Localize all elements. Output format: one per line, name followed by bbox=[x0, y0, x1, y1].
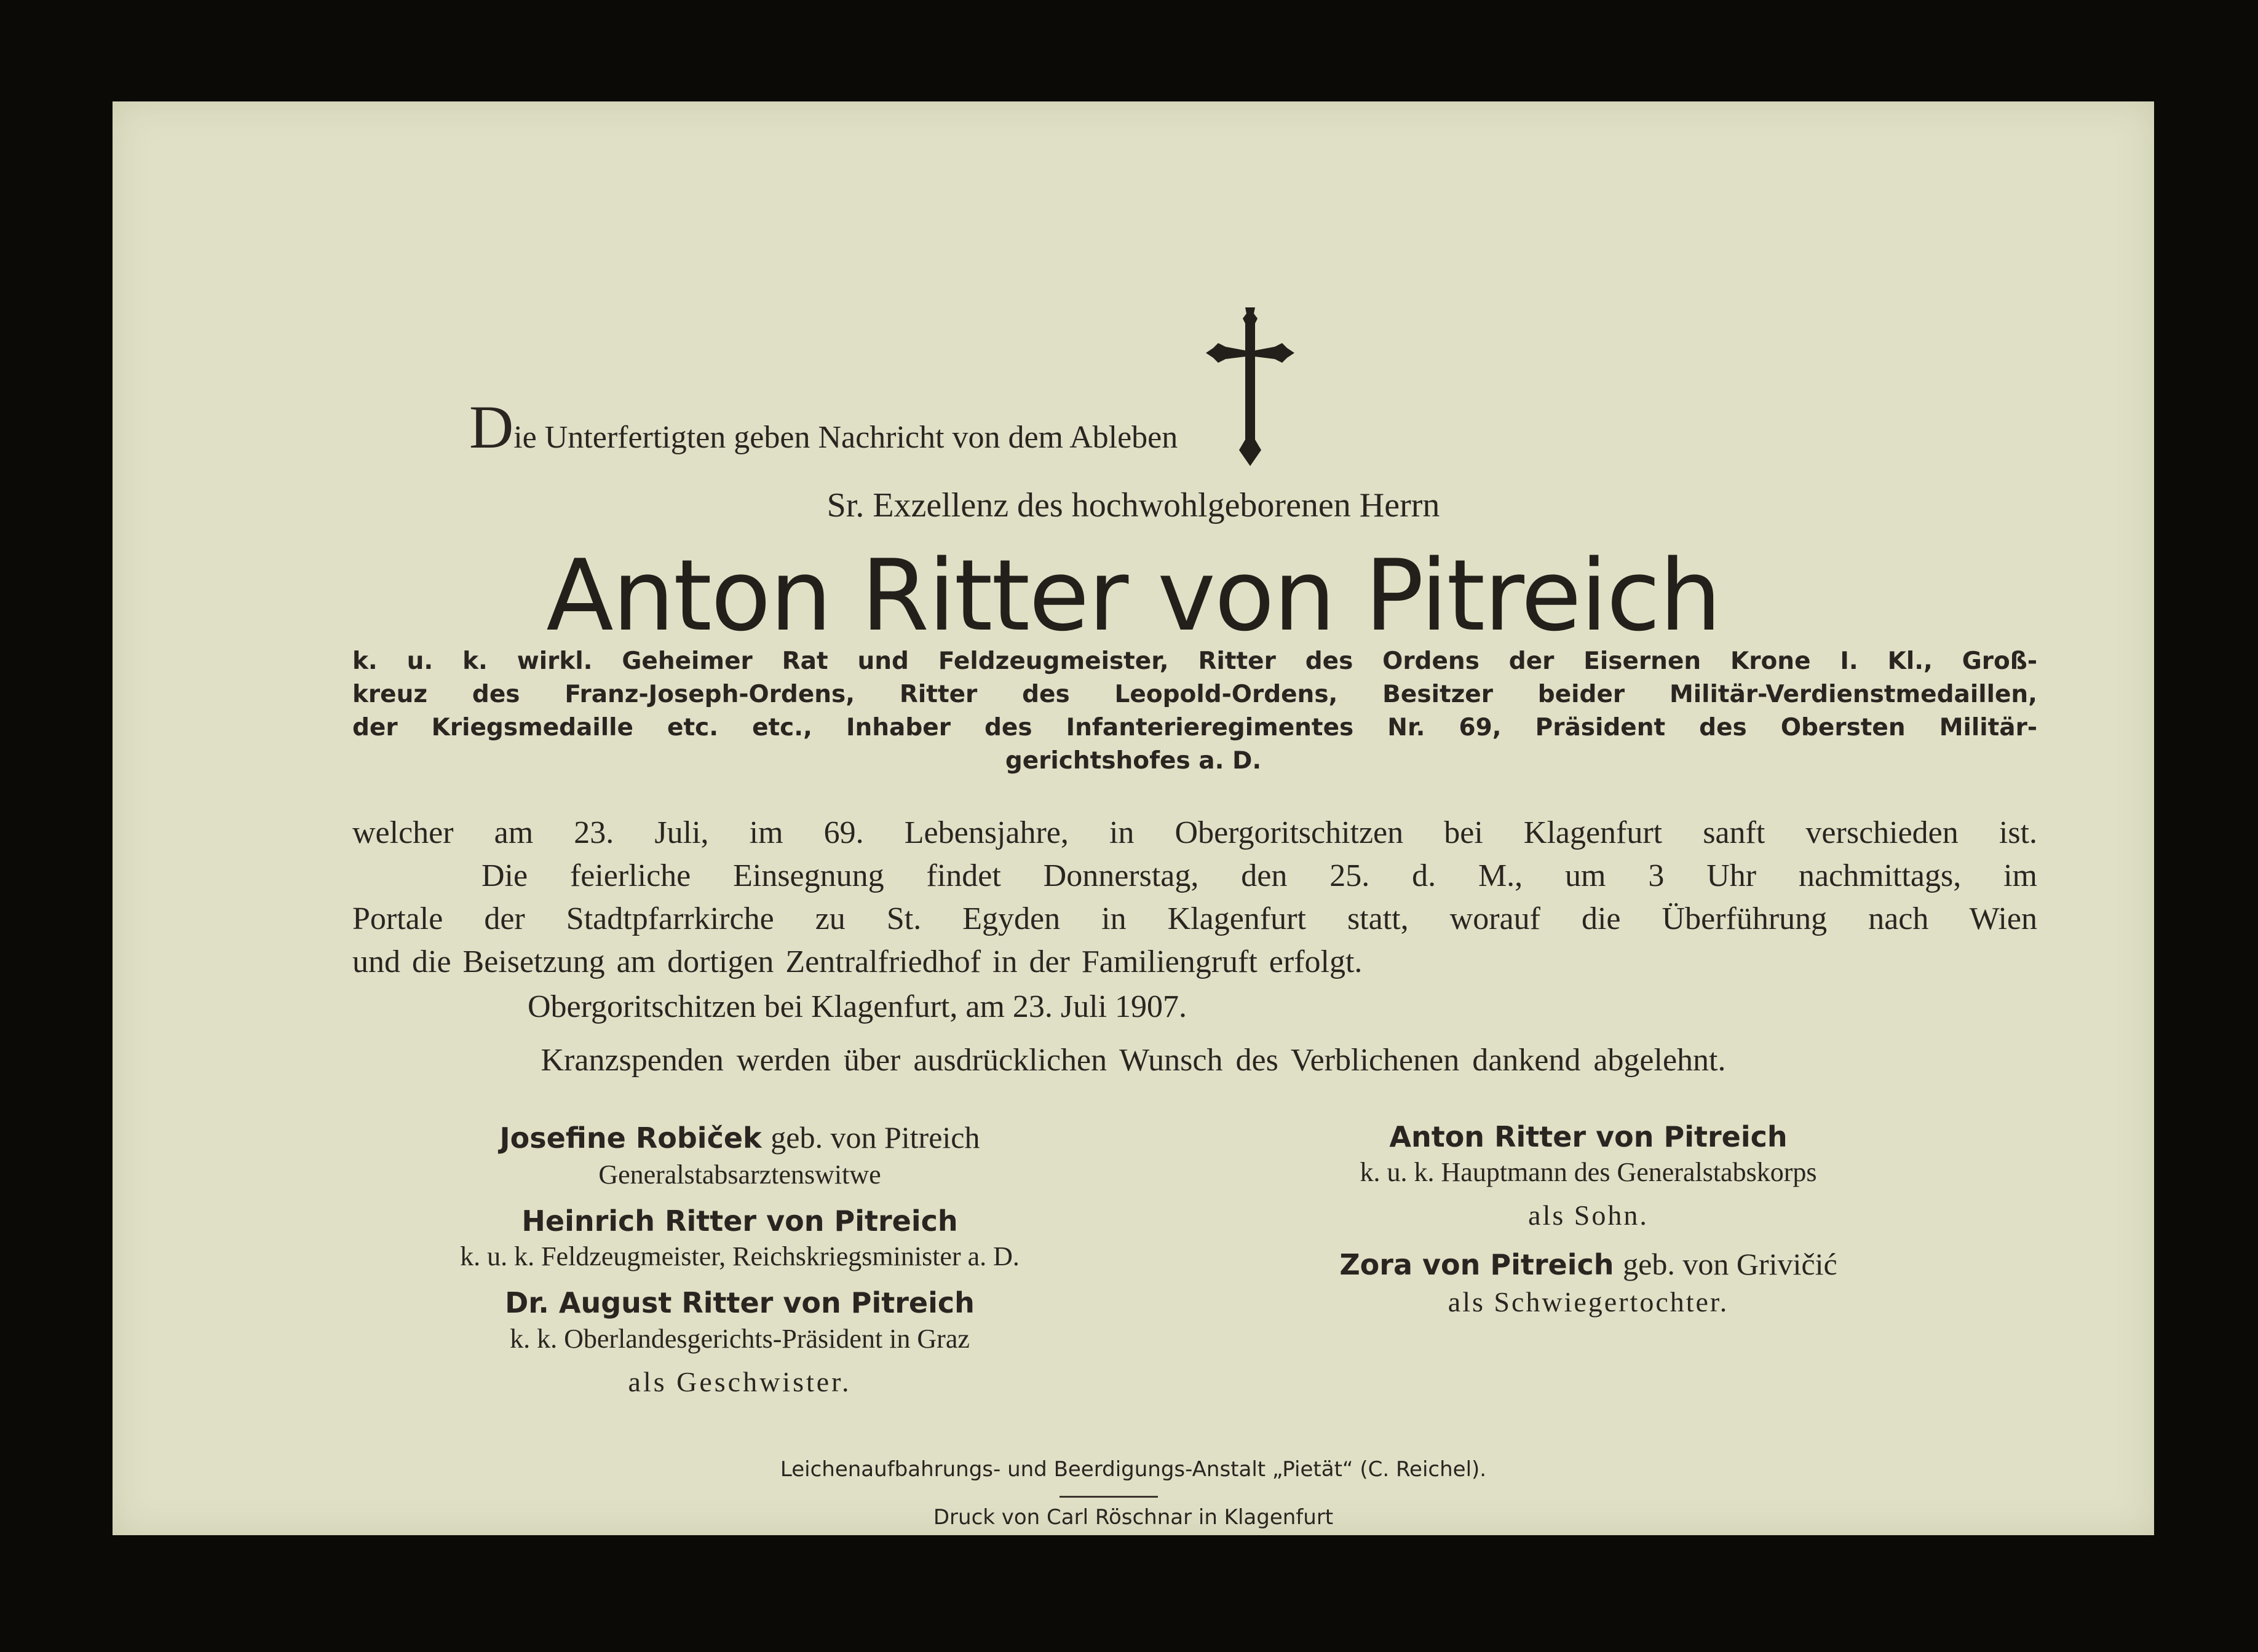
mourner-role: k. u. k. Hauptmann des Generalstabskorps bbox=[1360, 1157, 1817, 1188]
mourner-suffix: geb. von Grivičić bbox=[1623, 1247, 1837, 1282]
mourner-name: Anton Ritter von Pitreich bbox=[1389, 1120, 1788, 1153]
mourner-name: Josefine Robiček bbox=[499, 1121, 762, 1155]
mourner-entry bbox=[346, 1201, 1133, 1272]
titles-line-2: kreuz des Franz-Joseph-Ordens, Ritter des Leopold-Ordens, Besitzer beider Militär-Verdienstmedaillen, bbox=[352, 681, 2037, 708]
opening-text: ie Unterfertigten geben Nachricht von dem Ableben bbox=[513, 420, 1178, 455]
mourner-entry bbox=[1213, 1243, 1963, 1318]
body-line-2: Die feierliche Einsegnung findet Donnerstag, den 25. d. M., um 3 Uhr nachmittags, im bbox=[481, 858, 2037, 893]
mourner-name: Dr. August Ritter von Pitreich bbox=[505, 1286, 975, 1320]
titles-line-1: k. u. k. wirkl. Geheimer Rat und Feldzeugmeister, Ritter des Ordens der Eisernen Krone I. Kl., Groß- bbox=[352, 647, 2037, 675]
titles-line-4: gerichtshofes a. D. bbox=[1005, 747, 1262, 775]
latin-cross-icon bbox=[1189, 307, 1312, 467]
wreath-note: Kranzspenden werden über ausdrücklichen Wunsch des Verblichenen dankend abgelehnt. bbox=[541, 1043, 1726, 1078]
printer-imprint: Druck von Carl Röschnar in Klagenfurt bbox=[933, 1505, 1334, 1530]
mourner-role: k. u. k. Feldzeugmeister, Reichskriegsminister a. D. bbox=[460, 1241, 1020, 1272]
honorific: Sr. Exzellenz des hochwohlgeborenen Herrn bbox=[826, 486, 1440, 524]
mourner-relation: als Geschwister. bbox=[628, 1365, 852, 1397]
imprint-divider bbox=[1060, 1496, 1158, 1498]
mourner-entry bbox=[346, 1116, 1133, 1190]
body-line-1: welcher am 23. Juli, im 69. Lebensjahre, in Obergoritschitzen bei Klagenfurt sanft verschieden ist. bbox=[352, 815, 2037, 850]
deceased-name: Anton Ritter von Pitreich bbox=[546, 538, 1721, 653]
mourner-entry bbox=[1213, 1117, 1963, 1231]
mourner-role: k. k. Oberlandesgerichts-Präsident in Graz bbox=[510, 1323, 970, 1354]
mourner-relation: als Schwiegertochter. bbox=[1448, 1286, 1729, 1318]
obituary-card bbox=[113, 101, 2154, 1535]
opening-initial: D bbox=[469, 393, 514, 461]
undertaker-imprint: Leichenaufbahrungs- und Beerdigungs-Anstalt „Pietät“ (C. Reichel). bbox=[780, 1457, 1487, 1482]
mourner-suffix: geb. von Pitreich bbox=[770, 1120, 980, 1155]
titles-line-3: der Kriegsmedaille etc. etc., Inhaber des Infanterieregimentes Nr. 69, Präsident des Obersten Militär- bbox=[352, 714, 2037, 741]
mourners-left bbox=[346, 1116, 1133, 1398]
mourners-right bbox=[1213, 1117, 1963, 1318]
opening-line bbox=[469, 393, 1178, 461]
body-line-3: Portale der Stadtpfarrkirche zu St. Egyden in Klagenfurt statt, worauf die Überführung nach Wien bbox=[352, 901, 2037, 936]
mourner-name: Heinrich Ritter von Pitreich bbox=[521, 1204, 958, 1238]
mourner-relation: als Sohn. bbox=[1528, 1199, 1649, 1231]
mourner-entry bbox=[346, 1283, 1133, 1397]
body-line-4: und die Beisetzung am dortigen Zentralfriedhof in der Familiengruft erfolgt. bbox=[352, 944, 1363, 979]
place-date: Obergoritschitzen bei Klagenfurt, am 23. Juli 1907. bbox=[528, 989, 1187, 1024]
mourner-role: Generalstabsarztenswitwe bbox=[598, 1160, 881, 1190]
mourner-name: Zora von Pitreich bbox=[1339, 1248, 1614, 1282]
